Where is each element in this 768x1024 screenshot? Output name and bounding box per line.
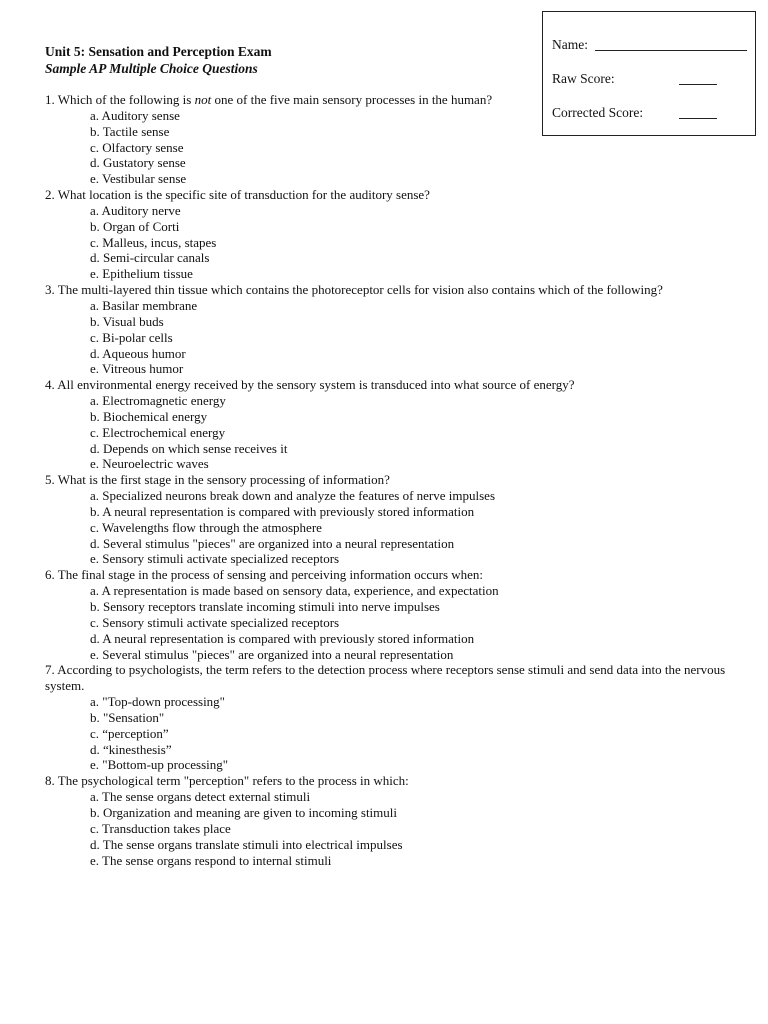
answer-option[interactable]: d. Several stimulus "pieces" are organized into a neural representation [90,535,455,551]
question-text [45,773,735,789]
question-text [45,567,735,583]
name-row [552,36,747,54]
question-text-part: Which of the following is [57,92,195,107]
answer-option[interactable]: c. Olfactory sense [90,139,184,155]
answer-option[interactable]: b. Visual buds [90,313,164,329]
answer-option[interactable]: b. Biochemical energy [90,408,208,424]
question-text-part: What location is the specific site of transduction for the auditory sense? [57,187,430,203]
answer-option[interactable]: e. Sensory stimuli activate specialized receptors [90,551,340,567]
name-label: Name: [552,37,588,52]
question-8 [45,773,735,868]
question-emphasis: not [194,92,212,107]
question-text-part: What is the first stage in the sensory processing of information? [57,472,390,488]
answer-option[interactable]: d. A neural representation is compared with previously stored information [90,630,475,646]
question-text-part: According to psychologists, the term refers to the detection process where receptors sense stimuli and send data into the nervous system. [45,662,726,694]
question-text [45,662,735,694]
question-text [45,472,735,488]
raw-score-blank-line[interactable] [679,84,717,85]
answer-option[interactable]: b. Sensory receptors translate incoming stimuli into nerve impulses [90,599,440,614]
answer-option[interactable]: c. Malleus, incus, stapes [90,234,217,250]
exam-title: Unit 5: Sensation and Perception Exam [45,44,272,59]
answer-option[interactable]: a. Auditory sense [90,107,180,123]
answer-option[interactable]: b. Organ of Corti [90,218,180,234]
question-text-part: one of the five main sensory processes in the human? [211,92,493,107]
answer-option[interactable]: d. The sense organs translate stimuli into electrical impulses [90,836,403,852]
question-text-part: All environmental energy received by the sensory system is transduced into what source of energy? [57,377,575,393]
exam-subtitle: Sample AP Multiple Choice Questions [45,61,258,76]
answer-option[interactable]: b. "Sensation" [90,709,165,725]
answer-option[interactable]: c. Sensory stimuli activate specialized receptors [90,614,340,630]
answer-option[interactable]: c. “perception” [90,725,169,741]
answer-option[interactable]: e. "Bottom-up processing" [90,757,229,773]
corrected-score-label: Corrected Score: [552,105,644,120]
question-number: 4. [45,377,55,393]
question-number: 1. [45,92,55,107]
answer-option[interactable]: d. Gustatory sense [90,155,186,171]
answer-option[interactable]: d. Aqueous humor [90,345,186,361]
answer-option[interactable]: a. The sense organs detect external stimuli [90,789,311,805]
answer-option[interactable]: e. Epithelium tissue [90,266,193,282]
question-number: 8. [45,773,55,789]
question-1 [45,92,735,187]
answer-option[interactable]: a. Basilar membrane [90,297,198,313]
answer-option[interactable]: a. "Top-down processing" [90,694,225,710]
answer-option[interactable]: d. “kinesthesis” [90,741,172,757]
name-blank-line[interactable] [595,50,747,51]
question-text [45,92,735,108]
question-text-part: The multi-layered thin tissue which contains the photoreceptor cells for vision also contains which of the following? [57,282,663,298]
raw-score-label: Raw Score: [552,71,615,86]
question-text-part: The psychological term "perception" refers to the process in which: [57,773,409,789]
raw-score-row [552,70,747,88]
answer-option[interactable]: c. Electrochemical energy [90,424,226,440]
question-text [45,187,735,203]
question-text [45,282,735,298]
answer-option[interactable]: d. Semi-circular canals [90,250,210,266]
answer-option[interactable]: e. Neuroelectric waves [90,456,209,472]
answer-option[interactable]: e. Vitreous humor [90,361,184,377]
question-text [45,377,735,393]
answer-option[interactable]: e. Several stimulus "pieces" are organized into a neural representation [90,646,454,662]
question-number: 3. [45,282,55,298]
question-text-part: The final stage in the process of sensing and perceiving information occurs when: [57,567,484,583]
question-number: 7. [45,662,55,678]
answer-option[interactable]: a. Specialized neurons break down and analyze the features of nerve impulses [90,488,496,504]
question-6 [45,567,735,662]
question-number: 6. [45,567,55,583]
answer-option[interactable]: a. Electromagnetic energy [90,393,226,409]
answer-option[interactable]: c. Wavelengths flow through the atmosphere [90,519,322,535]
answer-option[interactable]: e. Vestibular sense [90,171,187,187]
answer-option[interactable]: c. Transduction takes place [90,820,231,836]
question-number: 5. [45,472,55,488]
answer-option[interactable]: e. The sense organs respond to internal stimuli [90,852,332,868]
question-5 [45,472,735,567]
answer-option[interactable]: d. Depends on which sense receives it [90,440,288,456]
answer-option[interactable]: a. Auditory nerve [90,202,181,218]
question-number: 2. [45,187,55,203]
answer-option[interactable]: b. A neural representation is compared with previously stored information [90,503,475,519]
answer-option[interactable]: a. A representation is made based on sensory data, experience, and expectation [90,583,499,599]
question-list [45,92,735,868]
answer-option[interactable]: c. Bi-polar cells [90,329,173,345]
answer-option[interactable]: b. Tactile sense [90,123,170,139]
question-3 [45,282,735,377]
answer-option[interactable]: b. Organization and meaning are given to incoming stimuli [90,804,397,820]
question-2 [45,187,735,282]
question-7 [45,662,735,773]
question-4 [45,377,735,472]
